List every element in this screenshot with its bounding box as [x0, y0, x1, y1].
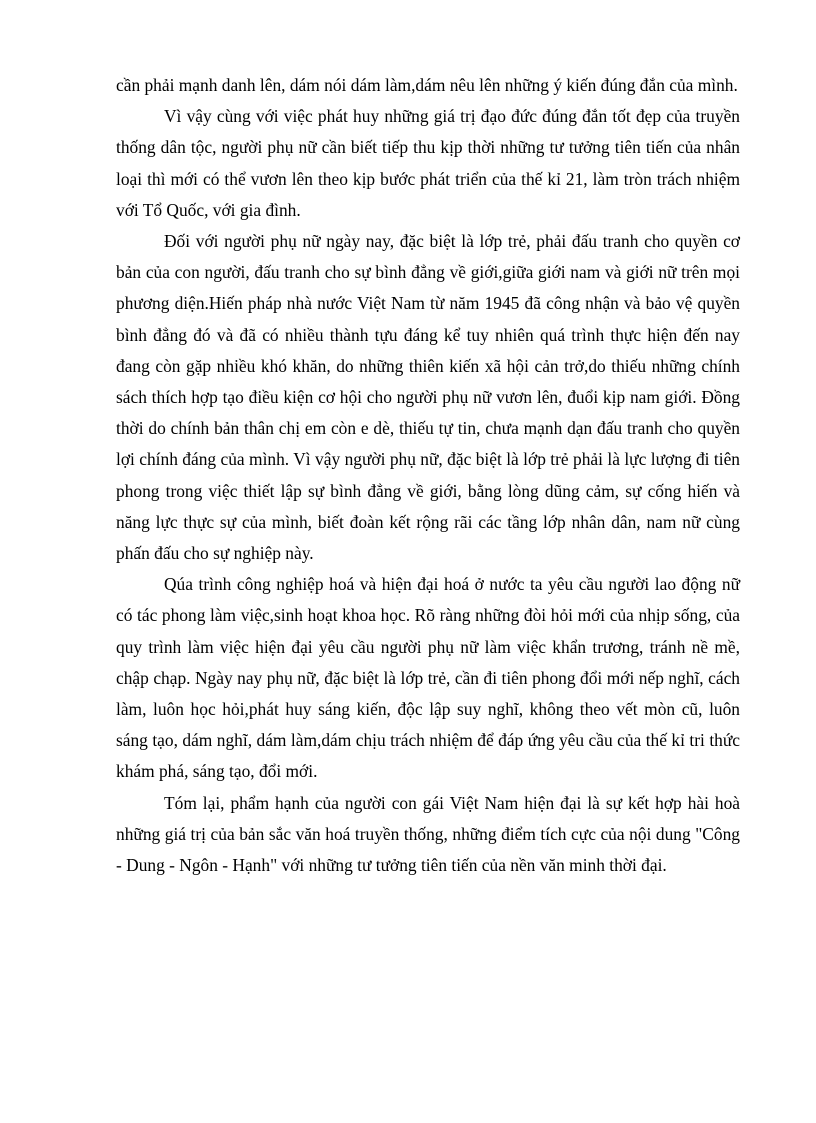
paragraph-tradition: Vì vậy cùng với việc phát huy những giá trị đạo đức đúng đắn tốt đẹp của truyền thống dân tộc, người phụ nữ cần biết tiếp thu kịp thời những tư tưởng tiên tiến của nhân loại thì mới có thể vươn lên theo kịp bước phát triển của thế kỉ 21, làm tròn trách nhiệm với Tổ Quốc, với gia đình. — [116, 106, 740, 220]
paragraph-continuation: cần phải mạnh danh lên, dám nói dám làm,dám nêu lên những ý kiến đúng đắn của mình. — [116, 75, 738, 95]
paragraph-equality: Đối với người phụ nữ ngày nay, đặc biệt là lớp trẻ, phải đấu tranh cho quyền cơ bản của con người, đấu tranh cho sự bình đẳng về giới,giữa giới nam và giới nữ trên mọi phương diện.Hiến pháp nhà nước Việt Nam từ năm 1945 đã công nhận và bảo vệ quyền bình đẳng đó và đã có nhiều thành tựu đáng kể tuy nhiên quá trình thực hiện đến nay đang còn gặp nhiều khó khăn, do những thiên kiến xã hội cản trở,do thiếu những chính sách thích hợp tạo điều kiện cơ hội cho người phụ nữ vươn lên, đuổi kịp nam giới. Đồng thời do chính bản thân chị em còn e dè, thiếu tự tin, chưa mạnh dạn đấu tranh cho quyền lợi chính đáng của mình. Vì vậy người phụ nữ, đặc biệt là lớp trẻ phải là lực lượng đi tiên phong trong việc thiết lập sự bình đẳng về giới, bằng lòng dũng cảm, sự cống hiến và năng lực thực sự của mình, biết đoàn kết rộng rãi các tầng lớp nhân dân, nam nữ cùng phấn đấu cho sự nghiệp này. — [116, 231, 740, 564]
paragraph-industrialization: Qúa trình công nghiệp hoá và hiện đại hoá ở nước ta yêu cầu người lao động nữ có tác phong làm việc,sinh hoạt khoa học. Rõ ràng những đòi hỏi mới của nhịp sống, của quy trình làm việc hiện đại yêu cầu người phụ nữ làm việc khẩn trương, tránh nề mề, chập chạp. Ngày nay phụ nữ, đặc biệt là lớp trẻ, cần đi tiên phong đổi mới nếp nghĩ, cách làm, luôn học hỏi,phát huy sáng kiến, độc lập suy nghĩ, không theo vết mòn cũ, luôn sáng tạo, dám nghĩ, dám làm,dám chịu trách nhiệm để đáp ứng yêu cầu của thế kỉ tri thức khám phá, sáng tạo, đổi mới. — [116, 574, 740, 782]
paragraph-conclusion: Tóm lại, phẩm hạnh của người con gái Việt Nam hiện đại là sự kết hợp hài hoà những giá trị của bản sắc văn hoá truyền thống, những điểm tích cực của nội dung "Công - Dung - Ngôn - Hạnh" với những tư tưởng tiên tiến của nền văn minh thời đại. — [116, 792, 740, 876]
document-page — [116, 70, 740, 881]
